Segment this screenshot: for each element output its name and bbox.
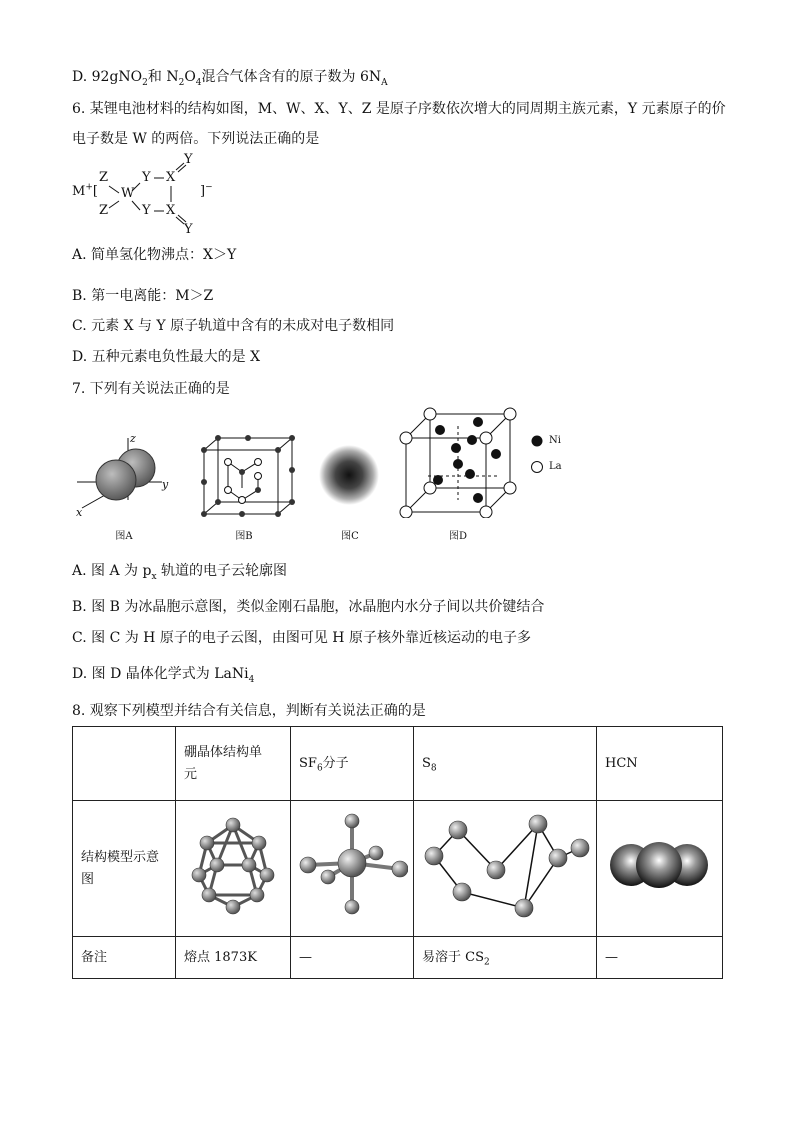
header-empty-cell (73, 727, 176, 801)
legend-ni: Ni (549, 435, 561, 446)
legend-la: La (549, 461, 562, 472)
boron-model-cell (176, 801, 291, 937)
q6-option-b: B. 第一电离能：M＞Z (72, 288, 214, 304)
q7-option-d: D. 图 D 晶体化学式为 LaNi$_4$ (72, 666, 255, 685)
struct-y-lower: Y (184, 222, 193, 237)
figure-a (72, 430, 172, 520)
q7-stem: 7. 下列有关说法正确的是 (72, 381, 230, 397)
hcn-molecule (605, 830, 715, 900)
figure-d (398, 406, 518, 518)
row-label-note: 备注 (73, 937, 176, 979)
struct-x-top: X (166, 170, 176, 185)
header-sf6: $SF_6$分子 (291, 727, 414, 801)
q6-stem-line2: 电子数是 W 的两倍。下列说法正确的是 (72, 131, 320, 147)
caption-d: 图D (448, 531, 468, 542)
figure-c (318, 444, 380, 506)
axis-y-label: y (162, 478, 169, 491)
struct-w: W (121, 186, 135, 201)
sf6-molecule (296, 807, 408, 923)
struct-m: M+[ (72, 182, 98, 199)
s8-ring (420, 810, 590, 920)
axis-z-label: z (130, 432, 136, 445)
struct-z-bottom: Z (99, 203, 109, 218)
q6-structure (72, 150, 232, 240)
struct-y-top: Y (142, 170, 151, 185)
q7-option-b: B. 图 B 为冰晶胞示意图，类似金刚石晶胞，冰晶胞内水分子间以共价键结合 (72, 599, 545, 615)
caption-c: 图C (341, 531, 359, 542)
q5-option-d: D. 92gNO$_2$和 $N_2O_4$混合气体含有的原子数为 $6N_A$ (72, 69, 388, 88)
struct-x-bottom: X (166, 203, 176, 218)
note-sf6: — (291, 937, 414, 979)
q7-option-a: A. 图 A 为 $p_x$ 轨道的电子云轮廓图 (72, 563, 287, 582)
struct-y-bottom: Y (142, 203, 151, 218)
lani-crystal-cell (398, 406, 518, 518)
table-model-row (73, 801, 723, 937)
q7-option-c: C. 图 C 为 H 原子的电子云图，由图可见 H 原子核外靠近核运动的电子多 (72, 630, 531, 646)
struct-bonds (72, 150, 232, 240)
ice-crystal-cell (196, 432, 300, 518)
header-s8: $S_8$ (414, 727, 597, 801)
hcn-model-cell (597, 801, 723, 937)
sf6-model-cell (291, 801, 414, 937)
struct-z-top: Z (99, 170, 109, 185)
q6-stem-line1: 6. 某锂电池材料的结构如图，M、W、X、Y、Z 是原子序数依次增大的同周期主族元素，Y 元素原子的价 (72, 101, 726, 117)
legend-markers (530, 434, 544, 474)
axis-x-label: x (76, 506, 83, 519)
struct-y-upper: Y (184, 152, 193, 167)
caption-b: 图B (235, 531, 253, 542)
s8-model-cell (414, 801, 597, 937)
table-header-row (73, 727, 723, 801)
q6-option-a: A. 简单氢化物沸点：X＞Y (72, 247, 237, 263)
struct-bracket-close: ]− (200, 182, 213, 199)
header-boron: 硼晶体结构单 元 (176, 727, 291, 801)
note-hcn: — (597, 937, 723, 979)
note-s8: 易溶于 $CS_2$ (414, 937, 597, 979)
header-hcn: HCN (597, 727, 723, 801)
figure-b (196, 432, 300, 518)
note-boron: 熔点 1873K (176, 937, 291, 979)
row-label-model: 结构模型示意 图 (73, 801, 176, 937)
caption-a: 图A (115, 531, 133, 542)
boron-icosahedron (183, 815, 283, 915)
q6-option-d: D. 五种元素电负性最大的是 X (72, 349, 261, 365)
p-orbital-diagram (72, 430, 172, 520)
electron-cloud (318, 444, 380, 506)
q6-option-c: C. 元素 X 与 Y 原子轨道中含有的未成对电子数相同 (72, 318, 395, 334)
table-note-row (73, 937, 723, 979)
q8-table (72, 726, 723, 979)
q8-stem: 8. 观察下列模型并结合有关信息，判断有关说法正确的是 (72, 703, 426, 719)
